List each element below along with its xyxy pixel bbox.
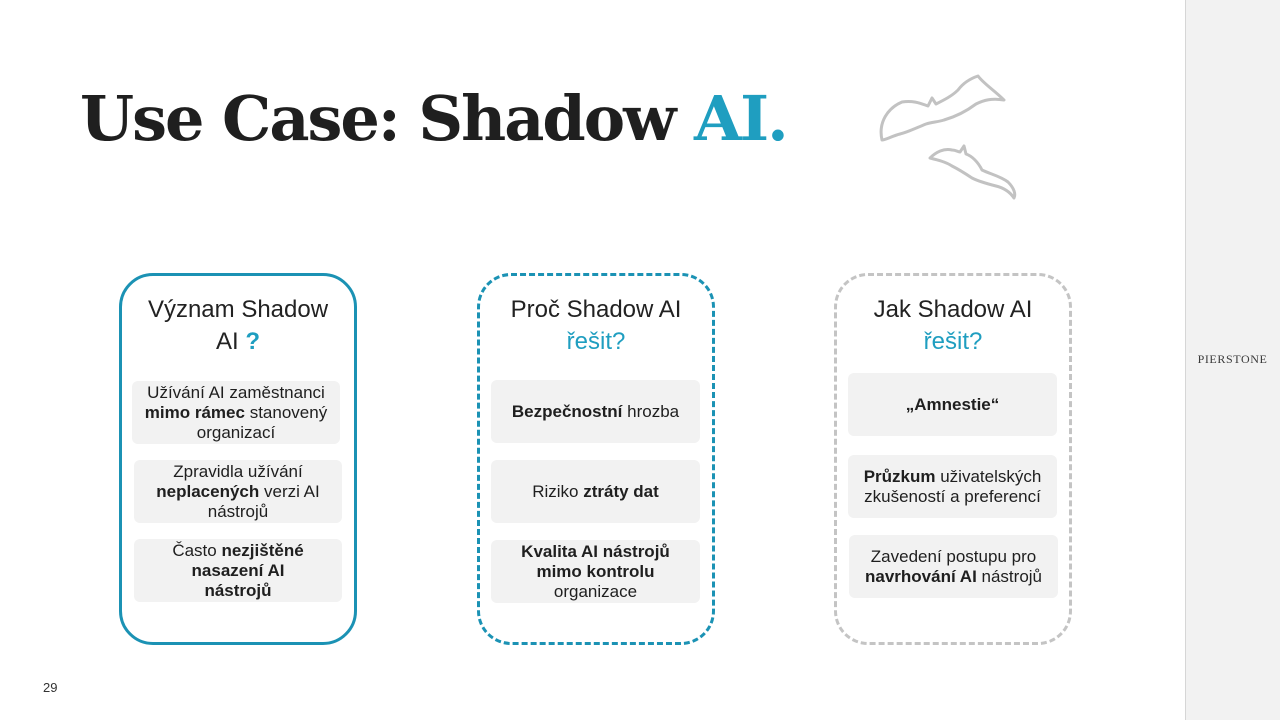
info-card: „Amnestie“	[848, 373, 1057, 436]
column-title: Proč Shadow AI řešit?	[510, 296, 682, 355]
info-card: Kvalita AI nástrojů mimo kontrolu organizace	[491, 540, 700, 603]
title-main: Use Case: Shadow	[80, 82, 695, 155]
info-card: Riziko ztráty dat	[491, 460, 700, 523]
info-card: Užívání AI zaměstnanci mimo rámec stanovený organizací	[132, 381, 340, 444]
title-accent: AI.	[694, 82, 787, 155]
page-number: 29	[43, 680, 58, 695]
brand-logo: PIERSTONE	[1197, 352, 1268, 366]
column-title: Jak Shadow AI řešit?	[873, 296, 1033, 355]
info-card: Zavedení postupu pro navrhování AI nástrojů	[849, 535, 1058, 598]
info-card: Zpravidla užívání neplacených verzi AI nástrojů	[134, 460, 342, 523]
info-card: Bezpečnostní hrozba	[491, 380, 700, 443]
question-mark: ?	[245, 328, 260, 355]
slide-title	[80, 82, 787, 155]
bats-icon	[872, 70, 1022, 202]
info-card: Průzkum uživatelských zkušeností a preferencí	[848, 455, 1057, 518]
column-title: Význam Shadow AI ?	[147, 296, 329, 355]
info-card: Často nezjištěné nasazení AI nástrojů	[134, 539, 342, 602]
